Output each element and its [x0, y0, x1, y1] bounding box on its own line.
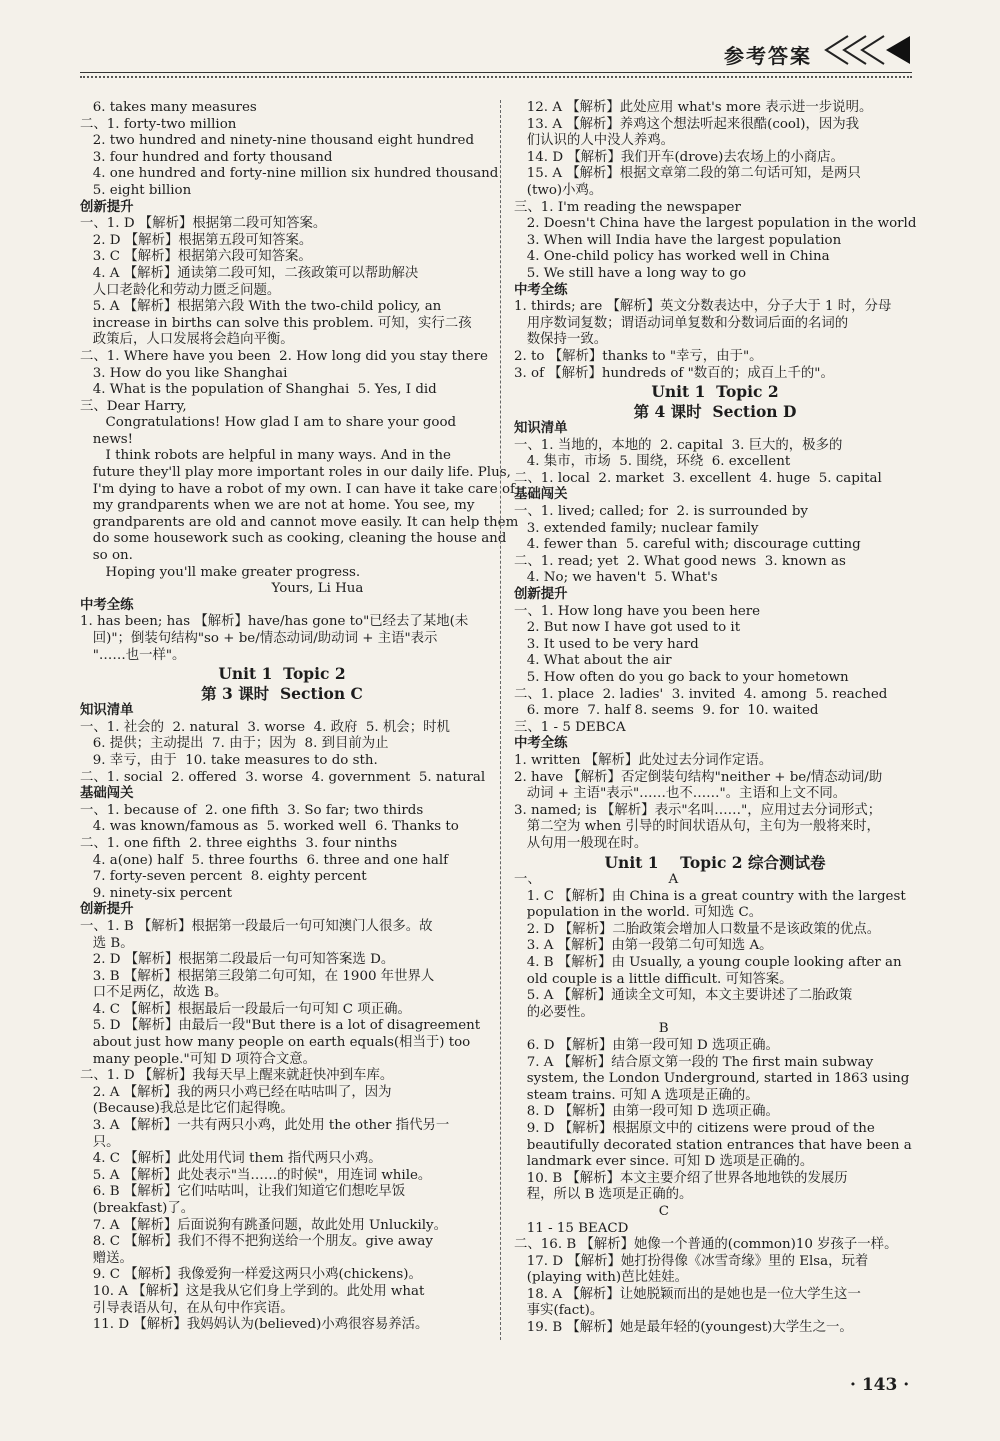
answer-line: 10. B 【解析】本文主要介绍了世界各地地铁的发展历: [514, 1170, 848, 1186]
answer-line: future they'll play more important roles in our daily life. Plus,: [80, 465, 511, 481]
answer-line: 口不足两亿，故选 B。: [80, 985, 228, 1001]
answer-line: 一、1. How long have you been here: [514, 603, 761, 619]
answer-line: 15. A 【解析】根据文章第二段的第二句话可知，是两只: [514, 166, 861, 182]
answer-line: 二、1. read; yet 2. What good news 3. known as: [514, 553, 846, 569]
answer-line: 10. A 【解析】这是我从它们身上学到的。此处用 what: [80, 1283, 425, 1299]
answer-line: 1. written 【解析】此处过去分词作定语。: [514, 752, 773, 768]
answer-line: 政策后，人口发展将会趋向平衡。: [80, 332, 294, 348]
answer-line: 11. D 【解析】我妈妈认为(believed)小鸡很容易养活。: [80, 1317, 429, 1333]
answer-line: B: [514, 1021, 669, 1037]
answer-line: 9. 幸亏，由于 10. take measures to do sth.: [80, 752, 378, 768]
section-heading: 中考全练: [514, 282, 568, 298]
answer-line: 2. A 【解析】我的两只小鸡已经在咕咕叫了，因为: [80, 1084, 392, 1100]
answer-line: increase in births can solve this problem. 可知，实行二孩: [80, 315, 472, 331]
answer-line: do some housework such as cooking, cleaning the house and: [80, 531, 507, 547]
page-number: · 143 ·: [850, 1375, 910, 1395]
answer-line: Yours, Li Hua: [80, 581, 364, 597]
answer-line: 5. How often do you go back to your hometown: [514, 670, 849, 685]
answer-line: 3. extended family; nuclear family: [514, 520, 759, 536]
answer-line: 6. D 【解析】由第一段可知 D 选项正确。: [514, 1037, 779, 1053]
answer-line: 4. one hundred and forty-nine million six hundred thousand: [80, 166, 499, 182]
section-heading: 创新提升: [80, 902, 134, 918]
answer-line: 4. What about the air: [514, 653, 672, 669]
answer-line: 5. A 【解析】此处表示"当……的时候"，用连词 while。: [80, 1167, 432, 1183]
answer-line: 5. A 【解析】根据第六段 With the two-child policy, an: [80, 299, 442, 315]
answer-line: grandparents are old and cannot move easily. It can help them: [80, 514, 519, 530]
answer-line: 3. C 【解析】根据第六段可知答案。: [80, 249, 312, 265]
answer-line: 5. We still have a long way to go: [514, 265, 747, 281]
header-dotted-rule: [80, 76, 912, 78]
answer-line: 二、1. forty-two million: [80, 116, 237, 132]
answer-line: 的必要性。: [514, 1004, 594, 1020]
answer-line: 2. D 【解析】二胎政策会增加人口数量不是该政策的优点。: [514, 921, 881, 937]
answer-line: 4. B 【解析】由 Usually, a young couple looking after an: [514, 955, 902, 970]
answer-line: 一、1. lived; called; for 2. is surrounded by: [514, 504, 808, 520]
right-column: [514, 100, 916, 1337]
answer-line: 第二空为 when 引导的时间状语从句，主句为一般将来时，: [514, 819, 880, 835]
answer-line: 3. How do you like Shanghai: [80, 365, 288, 381]
column-divider: [500, 100, 501, 1340]
answer-line: old couple is a little difficult. 可知答案。: [514, 971, 793, 987]
answer-line: (two)小鸡。: [514, 182, 603, 198]
answer-line: 5. A 【解析】通读全文可知，本文主要讲述了二胎政策: [514, 988, 853, 1004]
answer-line: 们认识的人中没人养鸡。: [514, 133, 675, 149]
answer-line: 4. a(one) half 5. three fourths 6. three and one half: [80, 852, 449, 868]
section-heading: 中考全练: [80, 597, 134, 613]
answer-line: 12. A 【解析】此处应用 what's more 表示进一步说明。: [514, 100, 873, 115]
answer-line: 赠送。: [80, 1250, 133, 1266]
left-column: [80, 100, 519, 1334]
answer-line: 选 B。: [80, 935, 134, 951]
answer-line: 9. C 【解析】我像爱狗一样爱这两只小鸡(chickens)。: [80, 1267, 422, 1283]
answer-line: 4. One-child policy has worked well in China: [514, 249, 830, 265]
answer-line: 二、1. place 2. ladies' 3. invited 4. among 5. reached: [514, 686, 888, 702]
answer-line: 一、1. D 【解析】根据第二段可知答案。: [80, 216, 327, 232]
answer-line: 二、1. one fifth 2. three eighths 3. four ninths: [80, 835, 398, 851]
answer-line: 18. A 【解析】让她脱颖而出的是她也是一位大学生这一: [514, 1286, 861, 1302]
answer-line: 11 - 15 BEACD: [514, 1220, 629, 1236]
answer-line: 5. D 【解析】由最后一段"But there is a lot of disagreement: [80, 1018, 481, 1034]
answer-line: 从句用一般现在时。: [514, 835, 648, 851]
answer-line: 一、 A: [514, 872, 679, 888]
answer-line: steam trains. 可知 A 选项是正确的。: [514, 1087, 759, 1103]
answer-line: 17. D 【解析】她打扮得像《冰雪奇缘》里的 Elsa，玩着: [514, 1253, 869, 1269]
answer-line: 二、1. Where have you been 2. How long did you stay there: [80, 348, 488, 364]
answer-line: 1. thirds; are 【解析】英文分数表达中，分子大于 1 时，分母: [514, 299, 892, 315]
answer-line: 一、1. B 【解析】根据第一段最后一句可知澳门人很多。故: [80, 918, 433, 934]
answer-line: system, the London Underground, started in 1863 using: [514, 1071, 910, 1087]
answer-line: 3. It used to be very hard: [514, 636, 699, 652]
answer-line: "……也一样"。: [80, 647, 186, 663]
arrow-left-icon: [820, 34, 912, 66]
header-rule: [80, 72, 912, 73]
answer-line: 4. A 【解析】通读第二段可知，二孩政策可以帮助解决: [80, 265, 419, 281]
section-heading: 基础闯关: [514, 487, 568, 503]
answer-line: 二、1. D 【解析】我每天早上醒来就赶快冲到车库。: [80, 1068, 394, 1084]
answer-line: 2. two hundred and ninety-nine thousand eight hundred: [80, 133, 475, 149]
answer-line: Hoping you'll make greater progress.: [80, 564, 361, 580]
answer-line: 7. forty-seven percent 8. eighty percent: [80, 869, 367, 885]
answer-line: I'm dying to have a robot of my own. I can have it take care of: [80, 481, 515, 497]
unit-heading: Unit 1 Topic 2 综合测试卷: [604, 852, 826, 872]
answer-line: 三、1 - 5 DEBCA: [514, 719, 626, 735]
answer-line: 一、1. because of 2. one fifth 3. So far; two thirds: [80, 802, 424, 818]
unit-heading: Unit 1 Topic 2: [218, 664, 346, 684]
answer-line: 1. C 【解析】由 China is a great country with the largest: [514, 888, 906, 904]
answer-line: 3. named; is 【解析】表示"名叫……"，应用过去分词形式；: [514, 802, 882, 818]
answer-line: 4. No; we haven't 5. What's: [514, 570, 718, 586]
answer-line: 14. D 【解析】我们开车(drove)去农场上的小商店。: [514, 149, 844, 165]
section-heading: 创新提升: [80, 199, 134, 215]
answer-line: 4. C 【解析】根据最后一段最后一句可知 C 项正确。: [80, 1001, 411, 1017]
section-heading: 创新提升: [514, 587, 568, 603]
answer-line: 2. have 【解析】否定倒装句结构"neither + be/情态动词/助: [514, 769, 883, 785]
answer-line: 19. B 【解析】她是最年轻的(youngest)大学生之一。: [514, 1320, 853, 1336]
answer-line: 13. A 【解析】养鸡这个想法听起来很酷(cool)，因为我: [514, 116, 860, 132]
answer-line: so on.: [80, 548, 133, 564]
answer-line: 二、1. local 2. market 3. excellent 4. huge 5. capital: [514, 470, 882, 486]
answer-line: 事实(fact)。: [514, 1303, 604, 1319]
answer-line: 三、1. I'm reading the newspaper: [514, 199, 741, 215]
answer-line: 回)"；倒装句结构"so + be/情态动词/助动词 + 主语"表示: [80, 631, 438, 646]
answer-line: 7. A 【解析】结合原文第一段的 The first main subway: [514, 1054, 874, 1070]
answer-line: 人口老龄化和劳动力匮乏问题。: [80, 282, 281, 298]
answer-line: 4. fewer than 5. careful with; discourage cutting: [514, 537, 861, 553]
answer-line: 动词 + 主语"表示"……也不……"。主语和上文不同。: [514, 786, 847, 802]
answer-line: 一、1. 社会的 2. natural 3. worse 4. 政府 5. 机会；时机: [80, 719, 450, 735]
answer-line: 2. to 【解析】thanks to "幸亏，由于"。: [514, 348, 763, 364]
answer-line: 引导表语从句，在从句中作宾语。: [80, 1300, 294, 1316]
answer-line: 数保持一致。: [514, 332, 608, 348]
answer-line: 二、16. B 【解析】她像一个普通的(common)10 岁孩子一样。: [514, 1237, 898, 1253]
answer-line: 三、Dear Harry,: [80, 398, 187, 414]
section-heading: 知识清单: [80, 703, 134, 719]
answer-line: 6. B 【解析】它们咕咕叫，让我们知道它们想吃早饭: [80, 1184, 406, 1200]
answer-line: 程，所以 B 选项是正确的。: [514, 1187, 693, 1203]
answer-line: (breakfast)了。: [80, 1201, 195, 1216]
section-heading: 中考全练: [514, 736, 568, 752]
unit-heading: 第 3 课时 Section C: [201, 683, 363, 703]
answer-line: 4. What is the population of Shanghai 5. Yes, I did: [80, 382, 437, 398]
unit-heading: 第 4 课时 Section D: [633, 401, 797, 421]
answer-line: 1. has been; has 【解析】have/has gone to"已经去了某地(未: [80, 614, 469, 630]
answer-line: 2. Doesn't China have the largest population in the world: [514, 216, 917, 232]
answer-line: 一、1. 当地的，本地的 2. capital 3. 巨大的，极多的: [514, 437, 843, 453]
unit-heading: Unit 1 Topic 2: [651, 382, 779, 402]
answer-line: 7. A 【解析】后面说狗有跳蚤问题，故此处用 Unluckily。: [80, 1217, 447, 1233]
answer-line: 4. C 【解析】此处用代词 them 指代两只小鸡。: [80, 1151, 382, 1167]
answer-line: 3. A 【解析】由第一段第二句可知选 A。: [514, 938, 773, 954]
section-heading: 基础闯关: [80, 786, 134, 802]
answer-line: 2. But now I have got used to it: [514, 620, 741, 636]
answer-line: 2. D 【解析】根据第五段可知答案。: [80, 232, 313, 248]
answer-line: 9. D 【解析】根据原文中的 citizens were proud of the: [514, 1120, 875, 1136]
answer-line: 4. 集市，市场 5. 围绕，环绕 6. excellent: [514, 454, 791, 470]
answer-line: 5. eight billion: [80, 182, 192, 198]
answer-line: I think robots are helpful in many ways. And in the: [80, 448, 451, 464]
answer-line: 3. of 【解析】hundreds of "数百的；成百上千的"。: [514, 365, 834, 381]
answer-line: beautifully decorated station entrances that have been a: [514, 1137, 912, 1153]
answer-line: many people."可知 D 项符合文意。: [80, 1051, 317, 1067]
answer-line: news!: [80, 431, 134, 447]
answer-line: 2. D 【解析】根据第二段最后一句可知答案选 D。: [80, 952, 395, 968]
answer-line: (playing with)芭比娃娃。: [514, 1270, 689, 1286]
answer-line: landmark ever since. 可知 D 选项是正确的。: [514, 1154, 814, 1170]
page-header-title: 参考答案: [724, 44, 812, 68]
answer-line: population in the world. 可知选 C。: [514, 905, 763, 921]
answer-line: 二、1. social 2. offered 3. worse 4. government 5. natural: [80, 769, 486, 785]
answer-line: about just how many people on earth equals(相当于) too: [80, 1035, 471, 1051]
answer-line: 8. C 【解析】我们不得不把狗送给一个朋友。give away: [80, 1234, 433, 1250]
answer-line: 9. ninety-six percent: [80, 885, 233, 901]
answer-line: 6. 提供；主动提出 7. 由于；因为 8. 到目前为止: [80, 736, 389, 752]
answer-line: 只。: [80, 1134, 120, 1150]
answer-line: my grandparents when we are not at home. You see, my: [80, 498, 475, 514]
answer-line: C: [514, 1203, 669, 1219]
answer-line: 3. When will India have the largest population: [514, 232, 842, 248]
answer-line: 4. was known/famous as 5. worked well 6. Thanks to: [80, 819, 459, 835]
answer-line: Congratulations! How glad I am to share your good: [80, 415, 457, 431]
answer-line: (Because)我总是比它们起得晚。: [80, 1101, 294, 1117]
answer-line: 3. four hundred and forty thousand: [80, 149, 333, 165]
answer-line: 6. takes many measures: [80, 100, 257, 115]
answer-line: 6. more 7. half 8. seems 9. for 10. waited: [514, 703, 819, 719]
answer-line: 3. A 【解析】一共有两只小鸡，此处用 the other 指代另一: [80, 1118, 450, 1134]
section-heading: 知识清单: [514, 421, 568, 437]
answer-line: 8. D 【解析】由第一段可知 D 选项正确。: [514, 1104, 779, 1120]
answer-line: 用序数词复数；谓语动词单复数和分数词后面的名词的: [514, 315, 849, 331]
answer-line: 3. B 【解析】根据第三段第二句可知，在 1900 年世界人: [80, 968, 435, 984]
